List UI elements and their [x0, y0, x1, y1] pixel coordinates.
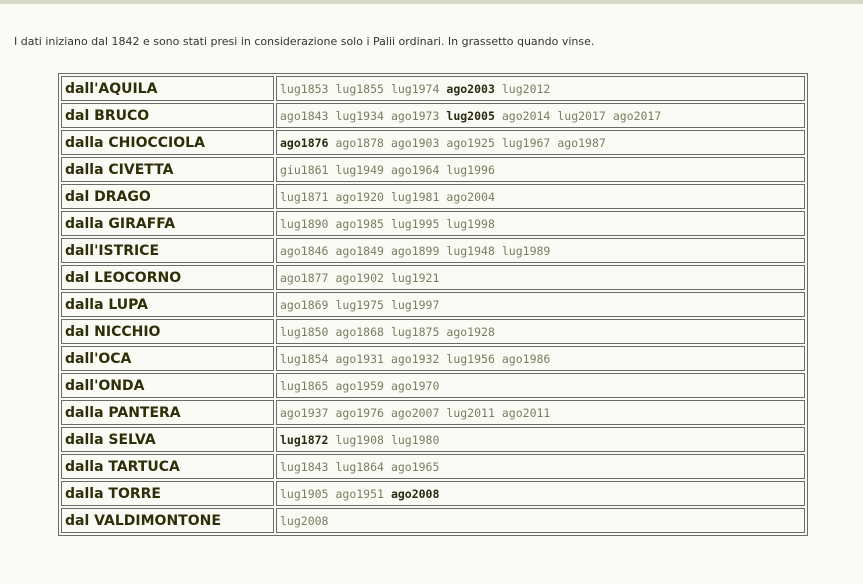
palio-year: giu1861 [280, 162, 329, 177]
table-row [61, 103, 805, 128]
palio-year: ago2011 [501, 405, 551, 420]
palio-year: lug1998 [446, 216, 495, 231]
palio-year-won: ago1876 [280, 135, 329, 150]
palio-year: ago1849 [335, 243, 384, 258]
palio-year: lug2011 [446, 405, 495, 420]
palio-years-cell [276, 157, 805, 182]
palio-year: ago1928 [446, 324, 495, 339]
palio-year: ago2007 [390, 405, 440, 420]
palio-year: ago1899 [390, 243, 440, 258]
palio-year: lug2017 [557, 108, 606, 123]
palio-year: lug1871 [280, 189, 329, 204]
contrada-name: dalla SELVA [61, 427, 274, 452]
palio-year: ago1987 [557, 135, 606, 150]
contrada-name: dall'ISTRICE [61, 238, 274, 263]
table-row [61, 130, 805, 155]
palio-years-cell [276, 454, 805, 479]
palio-year: lug1934 [335, 108, 384, 123]
palio-year: ago1846 [280, 243, 329, 258]
palio-year: ago1937 [280, 405, 329, 420]
palio-year: lug1850 [280, 324, 329, 339]
palio-year: lug2008 [280, 513, 329, 528]
palio-year: ago1965 [390, 459, 440, 474]
table-row [61, 238, 805, 263]
palio-year-won: lug1872 [280, 432, 329, 447]
palio-year: lug1995 [390, 216, 440, 231]
palio-year: lug1855 [335, 81, 384, 96]
palio-year: lug1975 [335, 297, 384, 312]
palio-year: ago1843 [280, 108, 329, 123]
palio-year: ago1973 [390, 108, 440, 123]
palio-year: ago1985 [335, 216, 384, 231]
table-row [61, 454, 805, 479]
palio-year: lug2012 [501, 81, 551, 96]
palio-years-cell [276, 76, 805, 101]
contrada-name: dalla CHIOCCIOLA [61, 130, 274, 155]
contrada-name: dal NICCHIO [61, 319, 274, 344]
palio-year: ago1868 [335, 324, 384, 339]
palio-year: lug1989 [501, 243, 551, 258]
palio-year: lug1956 [446, 351, 495, 366]
table-row [61, 508, 805, 533]
palio-year: ago2004 [446, 189, 495, 204]
palio-years-cell [276, 400, 805, 425]
palio-years-cell [276, 184, 805, 209]
palio-year: ago1902 [335, 270, 384, 285]
palio-year-won: ago2008 [390, 486, 440, 501]
palio-years-cell [276, 319, 805, 344]
palio-year: ago1964 [390, 162, 440, 177]
palio-year: ago2014 [501, 108, 551, 123]
palio-year: ago1976 [335, 405, 384, 420]
palio-year: ago1869 [280, 297, 329, 312]
palio-year: ago2017 [612, 108, 662, 123]
table-row [61, 292, 805, 317]
contrada-name: dalla PANTERA [61, 400, 274, 425]
contrada-name: dal DRAGO [61, 184, 274, 209]
palio-years-cell [276, 427, 805, 452]
palio-year: lug1997 [390, 297, 440, 312]
palio-year-won: lug2005 [446, 108, 495, 123]
palio-year: lug1853 [280, 81, 329, 96]
intro-text: I dati iniziano dal 1842 e sono stati presi in considerazione solo i Palii ordinari. In grassetto quando vinse. [14, 35, 595, 48]
palio-year: ago1925 [446, 135, 495, 150]
palio-year: ago1931 [335, 351, 384, 366]
palio-year: ago1903 [390, 135, 440, 150]
top-border [0, 0, 863, 4]
table-row [61, 346, 805, 371]
palio-year: lug1890 [280, 216, 329, 231]
contrada-name: dall'ONDA [61, 373, 274, 398]
palio-year: lug1875 [390, 324, 440, 339]
table-row [61, 319, 805, 344]
palio-years-cell [276, 238, 805, 263]
palio-year: ago1878 [335, 135, 384, 150]
palio-year: lug1865 [280, 378, 329, 393]
palio-year: lug1905 [280, 486, 329, 501]
palio-year: lug1854 [280, 351, 329, 366]
table-row [61, 400, 805, 425]
table-row [61, 481, 805, 506]
palio-years-cell [276, 292, 805, 317]
contrada-name: dal VALDIMONTONE [61, 508, 274, 533]
table-row [61, 157, 805, 182]
palio-years-cell [276, 346, 805, 371]
palio-year: lug1843 [280, 459, 329, 474]
contrada-name: dalla LUPA [61, 292, 274, 317]
palio-years-cell [276, 211, 805, 236]
palio-table-body [61, 76, 805, 533]
contrada-name: dalla CIVETTA [61, 157, 274, 182]
contrada-name: dalla TARTUCA [61, 454, 274, 479]
table-row [61, 76, 805, 101]
palio-year: lug1921 [390, 270, 440, 285]
palio-year: ago1970 [390, 378, 440, 393]
palio-year: lug1974 [390, 81, 440, 96]
palio-year: ago1877 [280, 270, 329, 285]
palio-year: ago1986 [501, 351, 551, 366]
table-row [61, 211, 805, 236]
palio-year: ago1920 [335, 189, 384, 204]
palio-year: ago1959 [335, 378, 384, 393]
palio-years-cell [276, 481, 805, 506]
palio-years-cell [276, 508, 805, 533]
palio-years-cell [276, 130, 805, 155]
palio-year: ago1932 [390, 351, 440, 366]
palio-year: lug1908 [335, 432, 384, 447]
contrada-name: dalla TORRE [61, 481, 274, 506]
palio-years-cell [276, 373, 805, 398]
table-row [61, 373, 805, 398]
palio-year: lug1949 [335, 162, 384, 177]
palio-year: lug1948 [446, 243, 495, 258]
table-row [61, 427, 805, 452]
palio-years-cell [276, 103, 805, 128]
contrada-name: dall'AQUILA [61, 76, 274, 101]
table-row [61, 184, 805, 209]
contrada-name: dall'OCA [61, 346, 274, 371]
palio-years-cell [276, 265, 805, 290]
palio-year: lug1996 [446, 162, 495, 177]
palio-year: lug1967 [501, 135, 551, 150]
table-row [61, 265, 805, 290]
palio-year: ago1951 [335, 486, 384, 501]
palio-year: lug1864 [335, 459, 384, 474]
contrada-name: dal LEOCORNO [61, 265, 274, 290]
palio-year: lug1981 [390, 189, 440, 204]
palio-year-won: ago2003 [446, 81, 495, 96]
palio-table [58, 73, 808, 536]
palio-year: lug1980 [390, 432, 440, 447]
contrada-name: dalla GIRAFFA [61, 211, 274, 236]
contrada-name: dal BRUCO [61, 103, 274, 128]
